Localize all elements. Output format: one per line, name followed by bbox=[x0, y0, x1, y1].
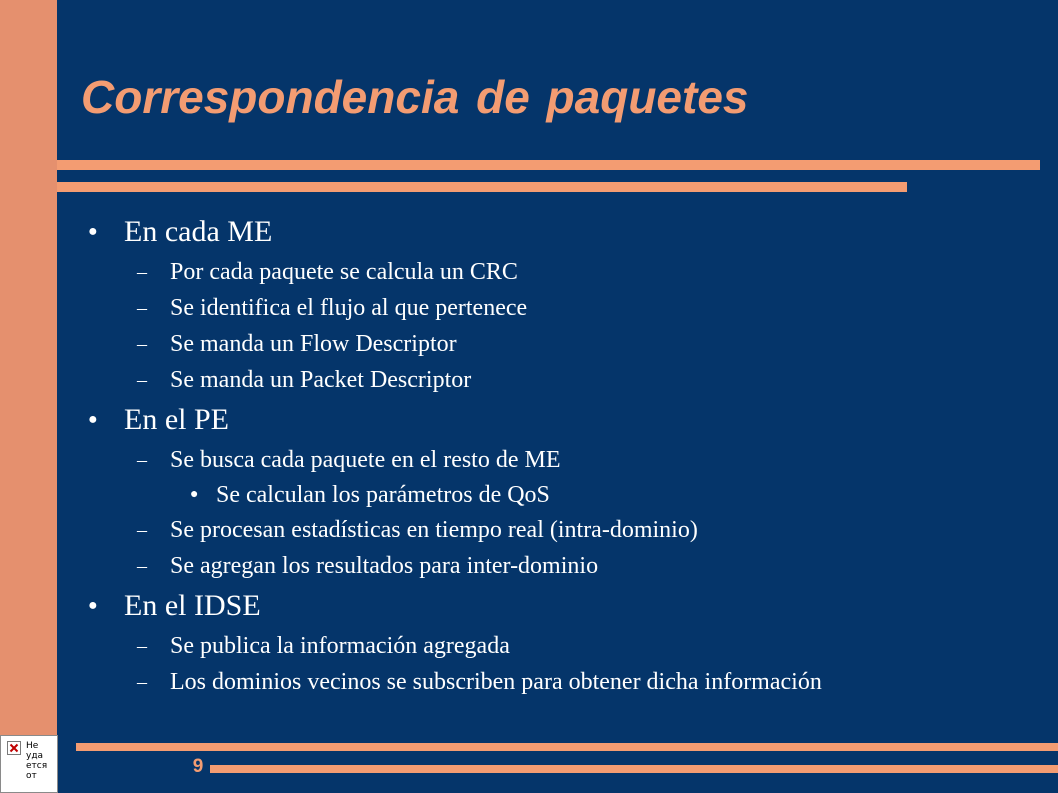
section-heading bbox=[88, 398, 1040, 442]
slide-content bbox=[80, 210, 1040, 700]
page-number: 9 bbox=[192, 756, 204, 777]
list-item-text: Los dominios vecinos se subscriben para obtener dicha información bbox=[170, 669, 822, 695]
dash-icon: – bbox=[137, 519, 147, 541]
dash-icon: – bbox=[137, 297, 147, 319]
list-item-text: Se publica la información agregada bbox=[170, 633, 510, 659]
section-heading bbox=[88, 210, 1040, 254]
dash-icon: – bbox=[137, 555, 147, 577]
bullet-icon: ● bbox=[190, 487, 199, 502]
section-label: En el PE bbox=[124, 403, 229, 436]
footer-rule-lower bbox=[210, 765, 1058, 773]
list-item-text: Se agregan los resultados para inter-dominio bbox=[170, 553, 599, 579]
list-item bbox=[137, 442, 1040, 478]
list-item bbox=[137, 512, 1040, 548]
list-item bbox=[137, 664, 1040, 700]
dash-icon: – bbox=[137, 635, 147, 657]
list-item-text: Se manda un Packet Descriptor bbox=[170, 367, 472, 393]
sub-list-item-text: Se calculan los parámetros de QoS bbox=[216, 482, 550, 508]
dash-icon: – bbox=[137, 671, 147, 693]
list-item bbox=[137, 326, 1040, 362]
list-item-text: Por cada paquete se calcula un CRC bbox=[170, 259, 518, 285]
list-item bbox=[137, 290, 1040, 326]
list-item bbox=[137, 548, 1040, 584]
list-item-text: Se identifica el flujo al que pertenece bbox=[170, 295, 528, 321]
dash-icon: – bbox=[137, 261, 147, 283]
title-rule-lower bbox=[57, 182, 907, 192]
bullet-icon: ● bbox=[88, 597, 98, 614]
list-item-text: Se manda un Flow Descriptor bbox=[170, 331, 457, 357]
bullet-icon: ● bbox=[88, 411, 98, 428]
dash-icon: – bbox=[137, 449, 147, 471]
broken-image-placeholder bbox=[0, 735, 58, 793]
broken-image-alt-text: Не уда ется от bbox=[26, 741, 48, 781]
dash-icon: – bbox=[137, 333, 147, 355]
list-item-text: Se busca cada paquete en el resto de ME bbox=[170, 447, 561, 473]
title-rule-upper bbox=[57, 160, 1040, 170]
list-item bbox=[137, 254, 1040, 290]
left-accent-bar bbox=[0, 0, 57, 793]
dash-icon: – bbox=[137, 369, 147, 391]
list-item bbox=[137, 362, 1040, 398]
slide-title: Correspondencia de paquetes bbox=[81, 71, 749, 123]
section-label: En el IDSE bbox=[124, 589, 261, 622]
broken-image-icon bbox=[7, 741, 21, 755]
list-item-text: Se procesan estadísticas en tiempo real (intra-dominio) bbox=[170, 517, 698, 543]
sub-list-item bbox=[190, 478, 1040, 512]
list-item bbox=[137, 628, 1040, 664]
section-heading bbox=[88, 584, 1040, 628]
section-label: En cada ME bbox=[124, 215, 273, 248]
footer-rule-upper bbox=[76, 743, 1058, 751]
bullet-icon: ● bbox=[88, 223, 98, 240]
